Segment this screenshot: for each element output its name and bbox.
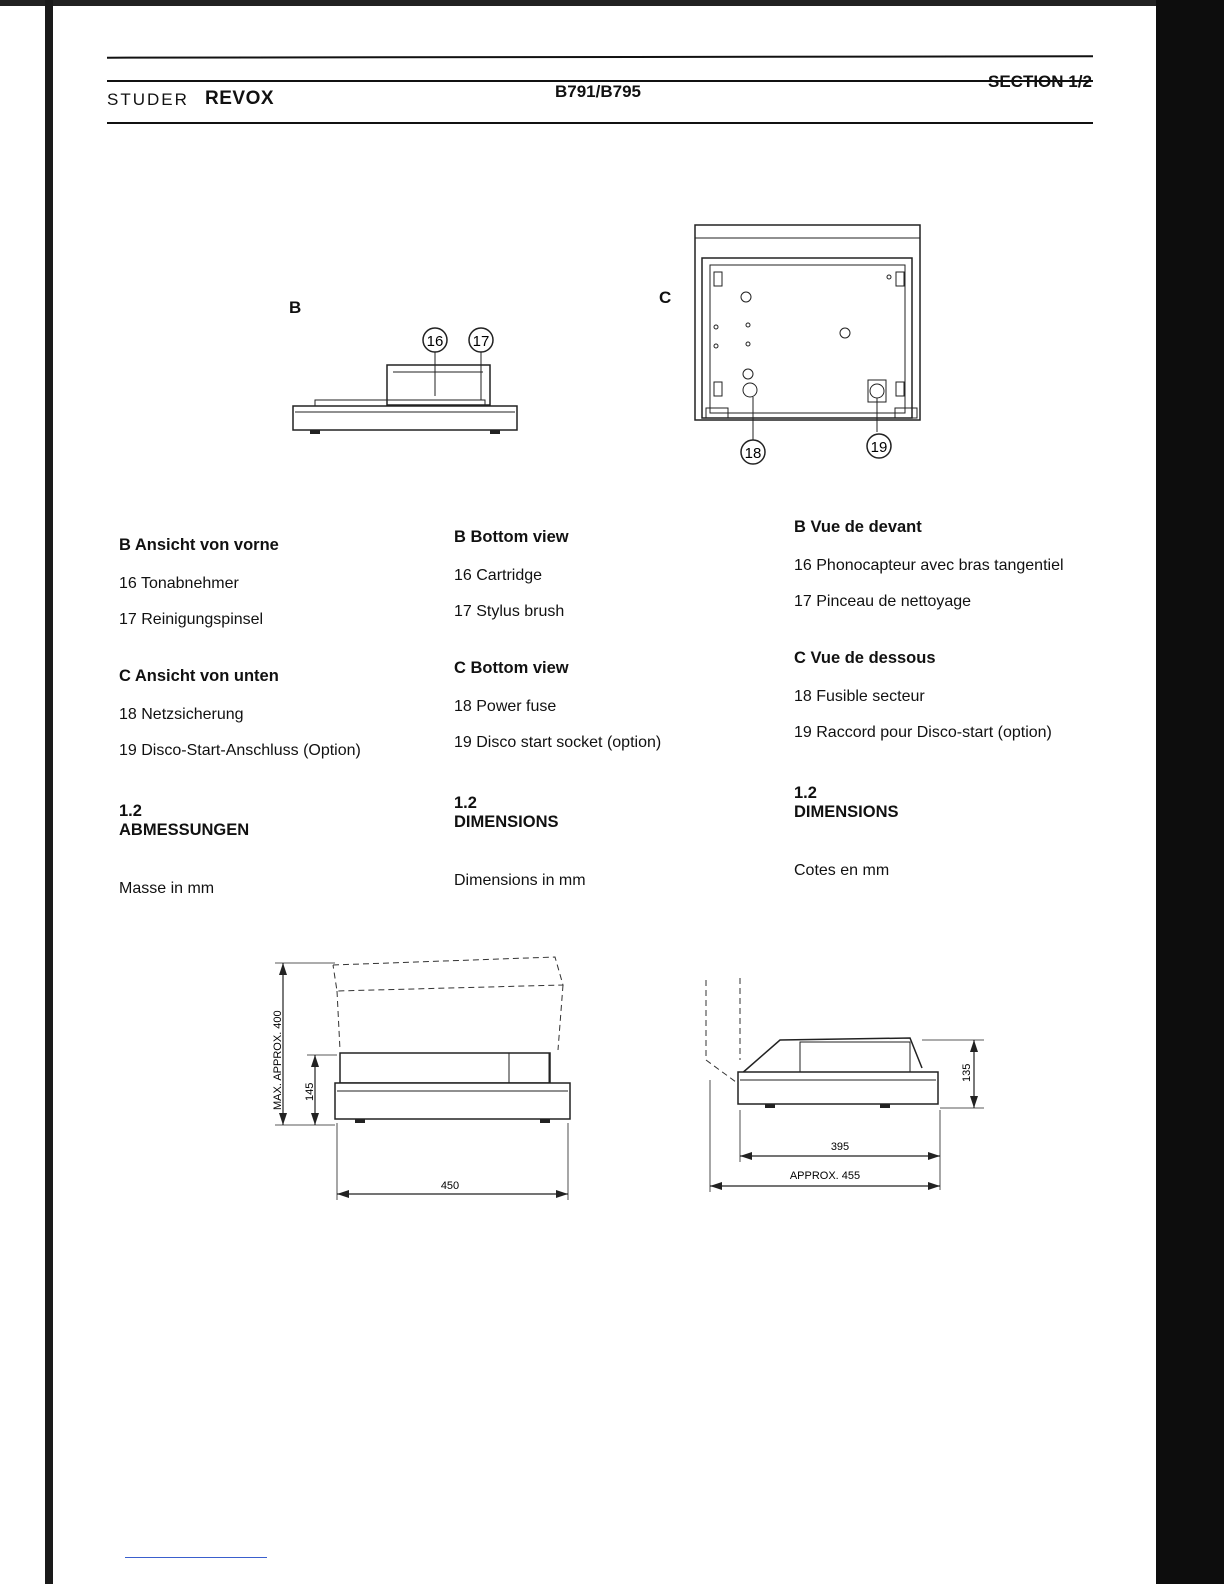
french-section-number: 1.2 (794, 784, 817, 802)
german-b-title: B Ansicht von vorne (119, 536, 279, 554)
side-height-label: 135 (961, 1063, 973, 1082)
callout-18: 18 (744, 445, 762, 462)
scan-edge-right (1156, 0, 1224, 1584)
french-item-16: 16 Phonocapteur avec bras tangentiel (794, 557, 1064, 574)
dimension-drawing-front (265, 945, 585, 1210)
english-section-title: DIMENSIONS (454, 813, 559, 831)
footer-link-line (125, 1557, 267, 1558)
french-units: Cotes en mm (794, 862, 890, 879)
french-section-title: DIMENSIONS (794, 803, 899, 821)
column-german (119, 536, 439, 898)
french-b-title: B Vue de devant (794, 518, 922, 536)
english-section-number: 1.2 (454, 794, 477, 812)
french-item-19: 19 Raccord pour Disco-start (option) (794, 724, 1052, 741)
section-number: SECTION 1/2 (988, 72, 1092, 91)
french-item-17: 17 Pinceau de nettoyage (794, 593, 972, 610)
english-item-16: 16 Cartridge (454, 567, 543, 584)
scan-edge-top (0, 0, 1224, 6)
front-width-label: 450 (440, 1180, 460, 1192)
german-item-19: 19 Disco-Start-Anschluss (Option) (119, 742, 361, 759)
scan-edge-left (45, 0, 53, 1584)
figure-c-bottom-view (690, 220, 930, 470)
front-height-label: 145 (304, 1082, 316, 1101)
studer-logo: STUDER (107, 90, 189, 109)
german-units: Masse in mm (119, 880, 215, 897)
german-item-17: 17 Reinigungspinsel (119, 611, 264, 628)
header-bottom-rule (107, 122, 1093, 124)
dimension-drawing-side (700, 970, 990, 1200)
figure-b-label: B (289, 298, 302, 317)
english-item-18: 18 Power fuse (454, 698, 557, 715)
callout-16: 16 (426, 333, 444, 350)
german-item-18: 18 Netzsicherung (119, 706, 244, 723)
callout-17: 17 (472, 333, 490, 350)
english-c-title: C Bottom view (454, 659, 569, 677)
french-item-18: 18 Fusible secteur (794, 688, 925, 705)
german-section-title: ABMESSUNGEN (119, 821, 250, 839)
german-section-number: 1.2 (119, 802, 142, 820)
model-number: B791/B795 (555, 82, 642, 101)
english-item-17: 17 Stylus brush (454, 603, 565, 620)
figure-b-front-view (285, 320, 535, 445)
column-french (794, 518, 1134, 880)
side-depth-label: 395 (830, 1141, 850, 1153)
column-english (454, 528, 774, 890)
german-item-16: 16 Tonabnehmer (119, 575, 239, 592)
revox-logo: REVOX (205, 88, 275, 109)
figure-c-label: C (659, 288, 672, 307)
french-c-title: C Vue de dessous (794, 649, 936, 667)
german-c-title: C Ansicht von unten (119, 667, 279, 685)
english-item-19: 19 Disco start socket (option) (454, 734, 662, 751)
callout-19: 19 (870, 439, 888, 456)
side-depth-max-label: APPROX. 455 (789, 1170, 861, 1182)
header-top-rule (107, 55, 1093, 58)
english-b-title: B Bottom view (454, 528, 569, 546)
english-units: Dimensions in mm (454, 872, 586, 889)
front-height-max-label: MAX. APPROX. 400 (272, 1010, 284, 1110)
